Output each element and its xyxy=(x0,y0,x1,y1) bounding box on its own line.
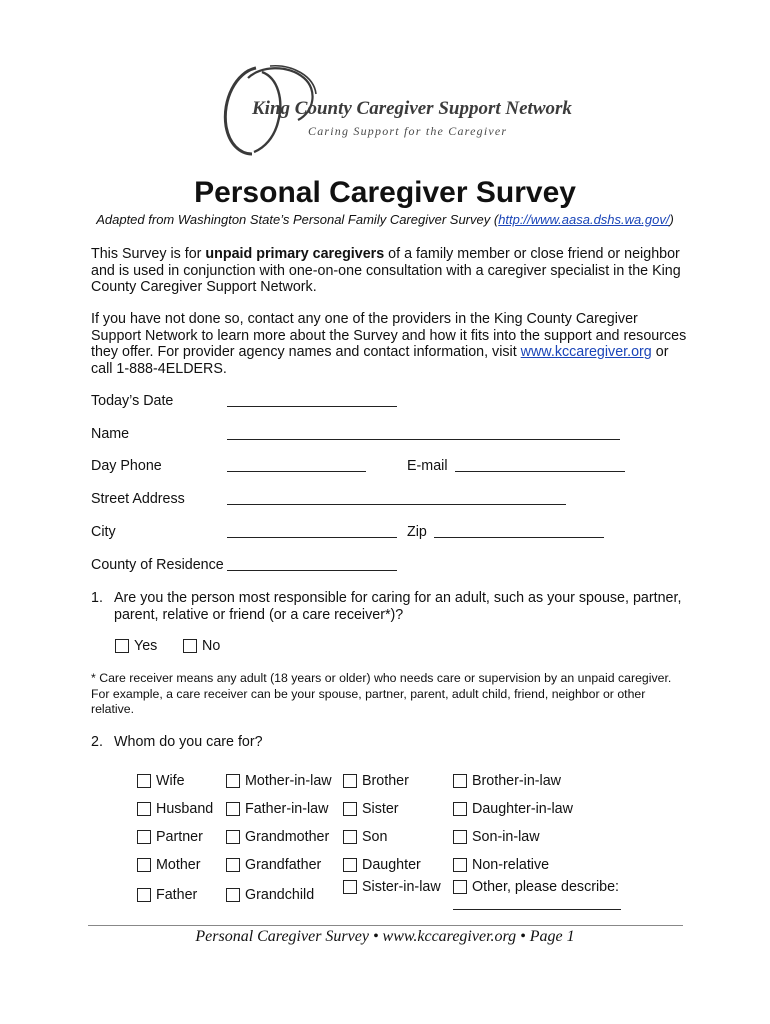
option-grandfather-label: Grandfather xyxy=(245,857,322,873)
option-father-checkbox[interactable] xyxy=(137,888,151,902)
option-brother-label: Brother xyxy=(362,773,409,789)
option-mother-label: Mother xyxy=(156,857,201,873)
zip-field[interactable] xyxy=(434,537,604,538)
page-title: Personal Caregiver Survey xyxy=(194,176,576,209)
other-describe-field[interactable] xyxy=(453,909,621,910)
county-field[interactable] xyxy=(227,570,397,571)
option-grandmother-checkbox[interactable] xyxy=(226,830,240,844)
city-label: City xyxy=(91,524,116,540)
option-father-in-law-checkbox[interactable] xyxy=(226,802,240,816)
page-footer: Personal Caregiver Survey • www.kccaregiver.org • Page 1 xyxy=(195,928,575,945)
option-other-checkbox[interactable] xyxy=(453,880,467,894)
intro-part2: of a family member or close friend or neighbor and is used in conjunction with one-on-one consultation with a caregiver specialist in the King County Caregiver Support Network. xyxy=(91,246,681,295)
email-field[interactable] xyxy=(455,471,625,472)
option-non-relative-label: Non-relative xyxy=(472,857,550,873)
option-husband-checkbox[interactable] xyxy=(137,802,151,816)
day-phone-label: Day Phone xyxy=(91,458,162,474)
logo-title: King County Caregiver Support Network xyxy=(252,98,572,119)
option-daughter-label: Daughter xyxy=(362,857,421,873)
intro-part1: This Survey is for xyxy=(91,246,206,262)
option-brother-in-law-checkbox[interactable] xyxy=(453,774,467,788)
kccaregiver-link[interactable]: www.kccaregiver.org xyxy=(520,344,652,360)
option-son-checkbox[interactable] xyxy=(343,830,357,844)
county-label: County of Residence xyxy=(91,557,224,573)
option-partner-label: Partner xyxy=(156,829,203,845)
option-other-label: Other, please describe: xyxy=(472,879,620,895)
q1-yes-label: Yes xyxy=(134,638,158,654)
q1-no-label: No xyxy=(202,638,221,654)
intro-paragraph xyxy=(91,246,691,296)
q1-number: 1. xyxy=(91,590,103,606)
option-son-label: Son xyxy=(362,829,388,845)
street-address-field[interactable] xyxy=(227,504,566,505)
q2-text: Whom do you care for? xyxy=(114,734,263,750)
option-grandfather-checkbox[interactable] xyxy=(226,858,240,872)
option-father-in-law-label: Father-in-law xyxy=(245,801,329,817)
option-daughter-checkbox[interactable] xyxy=(343,858,357,872)
street-address-label: Street Address xyxy=(91,491,185,507)
option-daughter-in-law-label: Daughter-in-law xyxy=(472,801,573,817)
option-sister-checkbox[interactable] xyxy=(343,802,357,816)
option-non-relative-checkbox[interactable] xyxy=(453,858,467,872)
option-sister-label: Sister xyxy=(362,801,399,817)
day-phone-field[interactable] xyxy=(227,471,366,472)
option-husband-label: Husband xyxy=(156,801,214,817)
option-brother-in-law-label: Brother-in-law xyxy=(472,773,561,789)
adapted-note xyxy=(0,212,770,227)
contact-part1: If you have not done so, contact any one of the providers in the King County Caregiver Support Network to learn more about the Survey and how it fits into the support and resources they offer. For provider agency names and contact information, visit xyxy=(91,311,687,360)
option-grandchild-label: Grandchild xyxy=(245,887,315,903)
zip-label: Zip xyxy=(407,524,427,540)
todays-date-field[interactable] xyxy=(227,406,397,407)
intro-bold: unpaid primary caregivers xyxy=(205,246,385,262)
option-partner-checkbox[interactable] xyxy=(137,830,151,844)
q1-no-checkbox[interactable] xyxy=(183,639,197,653)
email-label: E-mail xyxy=(407,458,448,474)
q1-yes-checkbox[interactable] xyxy=(115,639,129,653)
todays-date-label: Today’s Date xyxy=(91,393,174,409)
option-mother-in-law-label: Mother-in-law xyxy=(245,773,332,789)
option-son-in-law-label: Son-in-law xyxy=(472,829,540,845)
aasa-link[interactable]: http://www.aasa.dshs.wa.gov/ xyxy=(498,212,670,227)
q1-text: Are you the person most responsible for caring for an adult, such as your spouse, partner, parent, relative or friend (or a care receiver*)? xyxy=(114,590,682,623)
option-wife-label: Wife xyxy=(156,773,185,789)
care-receiver-note: * Care receiver means any adult (18 years or older) who needs care or supervision by an unpaid caregiver. For example, a care receiver can be your spouse, partner, parent, adult child, friend, neighbor or other relative. xyxy=(91,671,672,716)
contact-paragraph xyxy=(91,311,691,377)
option-sister-in-law-label: Sister-in-law xyxy=(362,879,441,895)
option-sister-in-law-checkbox[interactable] xyxy=(343,880,357,894)
option-grandchild-checkbox[interactable] xyxy=(226,888,240,902)
name-field[interactable] xyxy=(227,439,620,440)
adapted-suffix: ) xyxy=(669,212,674,227)
q2-number: 2. xyxy=(91,734,103,750)
option-mother-checkbox[interactable] xyxy=(137,858,151,872)
option-father-label: Father xyxy=(156,887,198,903)
option-brother-checkbox[interactable] xyxy=(343,774,357,788)
city-field[interactable] xyxy=(227,537,397,538)
name-label: Name xyxy=(91,426,130,442)
option-grandmother-label: Grandmother xyxy=(245,829,330,845)
option-daughter-in-law-checkbox[interactable] xyxy=(453,802,467,816)
option-mother-in-law-checkbox[interactable] xyxy=(226,774,240,788)
adapted-prefix: Adapted from Washington State’s Personal Family Caregiver Survey ( xyxy=(96,212,499,227)
logo-tagline: Caring Support for the Caregiver xyxy=(308,124,508,138)
contact-part2: or call 1-888-4ELDERS. xyxy=(91,344,669,377)
option-wife-checkbox[interactable] xyxy=(137,774,151,788)
option-son-in-law-checkbox[interactable] xyxy=(453,830,467,844)
footer-divider xyxy=(88,925,683,926)
